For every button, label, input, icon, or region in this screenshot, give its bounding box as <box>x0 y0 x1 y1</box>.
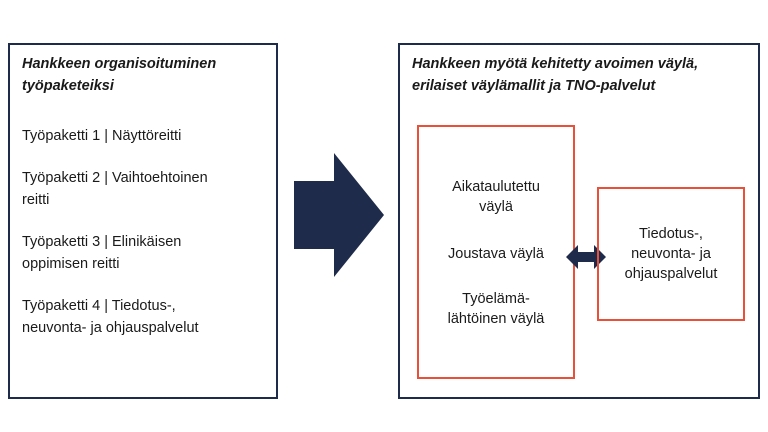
left-panel-title: Hankkeen organisoituminen työpaketeiksi <box>22 56 217 94</box>
work-package-4: Työpaketti 4 | Tiedotus-, neuvonta- ja ohjauspalvelut <box>22 298 199 336</box>
services-label: Tiedotus-, neuvonta- ja ohjauspalvelut <box>624 226 718 282</box>
routes-box <box>417 125 575 379</box>
work-package-2: Työpaketti 2 | Vaihtoehtoinen reitti <box>22 170 208 208</box>
right-panel-title: Hankkeen myötä kehitetty avoimen väylä, erilaiset väylämallit ja TNO-palvelut <box>412 56 699 94</box>
work-package-list <box>22 125 274 359</box>
route-flexible: Joustava väylä <box>448 246 544 262</box>
services-box <box>597 187 745 321</box>
left-panel <box>8 43 278 399</box>
right-arrow-icon <box>294 153 384 277</box>
work-package-3: Työpaketti 3 | Elinikäisen oppimisen reitti <box>22 234 182 272</box>
route-scheduled: Aikataulutettu väylä <box>452 179 540 215</box>
work-package-1: Työpaketti 1 | Näyttöreitti <box>22 128 182 144</box>
route-worklife: Työelämä- lähtöinen väylä <box>447 291 545 327</box>
